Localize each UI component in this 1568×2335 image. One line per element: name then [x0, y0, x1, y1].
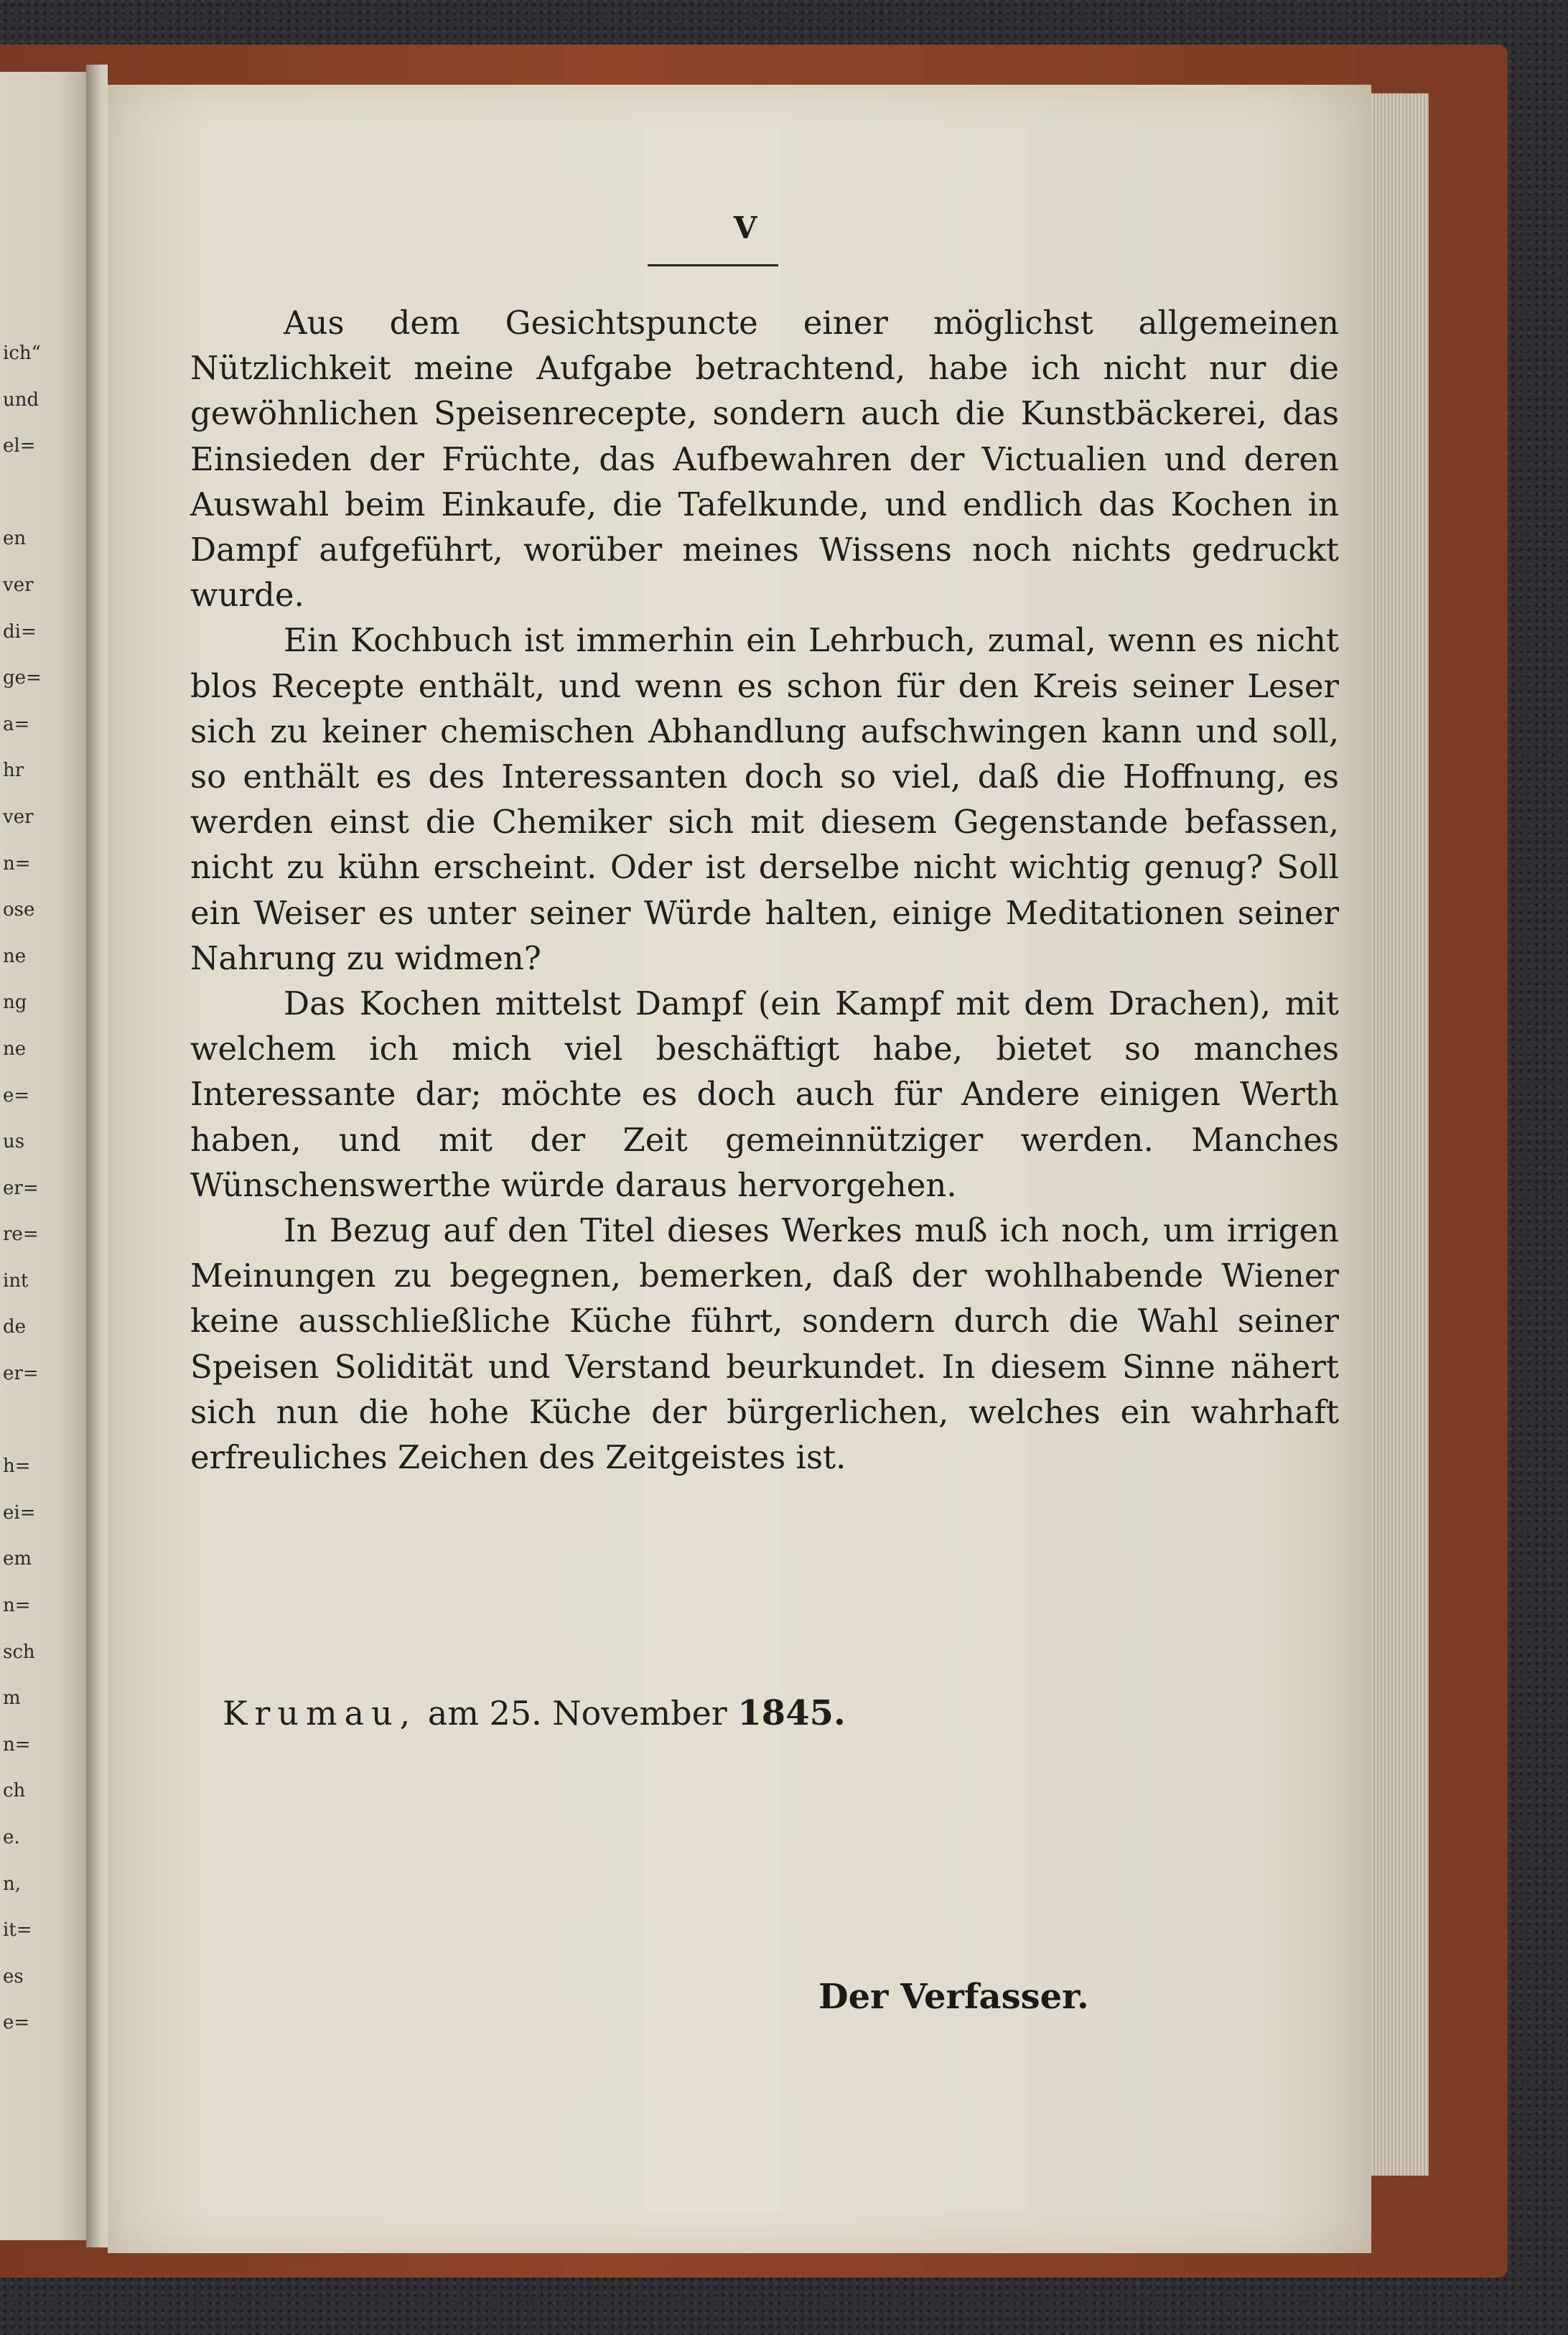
- left-fragment: ne: [3, 945, 27, 967]
- left-fragment: e=: [3, 2012, 30, 2034]
- dateline-date: am 25. November: [427, 1694, 727, 1733]
- left-fragment: h=: [3, 1455, 31, 1478]
- left-fragment: n,: [3, 1873, 22, 1895]
- left-page-text-fragments: [3, 330, 46, 2046]
- left-fragment: di=: [3, 620, 37, 643]
- left-fragment: e=: [3, 1084, 30, 1106]
- right-page: [108, 85, 1371, 2253]
- left-fragment: es: [3, 1965, 24, 1987]
- left-fragment: de: [3, 1316, 27, 1338]
- left-fragment: sch: [3, 1641, 35, 1663]
- page-number: V: [733, 210, 757, 246]
- left-fragment: ne: [3, 1038, 27, 1060]
- left-fragment: us: [3, 1131, 25, 1153]
- left-fragment: ei=: [3, 1501, 36, 1524]
- left-fragment: e.: [3, 1827, 20, 1848]
- paragraph-1: Aus dem Gesichtspuncte einer möglichst allgemeinen Nützlichkeit meine Aufgabe betrachtend, habe ich nicht nur die gewöhnlichen Speisenrecepte, sondern auch die Kunstbäckerei, das Einsieden der Früchte, das Aufbewahren der Victualien und deren Auswahl beim Einkaufe, die Tafelkunde, und endlich das Kochen in Dampf aufgeführt, worüber meines Wissens noch nichts gedruckt wurde.: [190, 304, 1339, 615]
- left-fragment: ose: [3, 899, 35, 921]
- left-fragment: el=: [3, 435, 36, 457]
- left-fragment: ich“: [3, 342, 41, 364]
- header-rule: [648, 264, 778, 266]
- body-text: [190, 300, 1339, 1480]
- left-fragment: ge=: [3, 667, 42, 689]
- left-fragment: ng: [3, 992, 27, 1014]
- dateline-year: 1845.: [737, 1693, 846, 1733]
- left-fragment: n=: [3, 1595, 31, 1617]
- left-fragment: n=: [3, 1733, 31, 1756]
- left-fragment: er=: [3, 1363, 39, 1385]
- left-fragment: ver: [3, 806, 34, 828]
- left-fragment: und: [3, 388, 39, 411]
- left-fragment: en: [3, 528, 27, 550]
- signature: Der Verfasser.: [818, 1977, 1089, 2017]
- left-fragment: n=: [3, 852, 31, 875]
- left-fragment: [3, 1397, 46, 1444]
- paragraph-3: Das Kochen mittelst Dampf (ein Kampf mit dem Drachen), mit welchem ich mich viel beschäftigt habe, bietet so manches Interessante dar; möchte es doch auch für Andere einigen Werth haben, und mit der Zeit gemeinnütziger werden. Manches Wünschenswerthe würde daraus hervorgehen.: [190, 984, 1339, 1204]
- paragraph-2: Ein Kochbuch ist immerhin ein Lehrbuch, zumal, wenn es nicht blos Recepte enthält, und wenn es schon für den Kreis seiner Leser sich zu keiner chemischen Abhandlung aufschwingen kann und soll, so enthält es des Interessanten doch so viel, daß die Hoffnung, es werden einst die Chemiker sich mit diesem Gegenstande befassen, nicht zu kühn erscheint. Oder ist derselbe nicht wichtig genug? Soll ein Weiser es unter seiner Würde halten, einige Meditationen seiner Nahrung zu widmen?: [190, 621, 1339, 977]
- left-fragment: em: [3, 1548, 32, 1570]
- left-facing-page: [0, 72, 86, 2240]
- paragraph-4: In Bezug auf den Titel dieses Werkes muß ich noch, um irrigen Meinungen zu begegnen, bemerken, daß der wohlhabende Wiener keine ausschließliche Küche führt, sondern durch die Wahl seiner Speisen Solidität und Verstand beurkundet. In diesem Sinne nähert sich nun die hohe Küche der bürgerlichen, welches ein wahrhaft erfreuliches Zeichen des Zeitgeistes ist.: [190, 1211, 1339, 1477]
- left-fragment: int: [3, 1269, 29, 1292]
- left-fragment: ver: [3, 574, 34, 596]
- left-fragment: er=: [3, 1177, 39, 1199]
- left-fragment: re=: [3, 1224, 39, 1246]
- book-gutter: [86, 65, 108, 2247]
- left-fragment: a=: [3, 713, 30, 735]
- left-fragment: ch: [3, 1780, 26, 1802]
- left-fragment: it=: [3, 1919, 32, 1942]
- left-fragment: m: [3, 1687, 21, 1710]
- left-fragment: [3, 470, 46, 516]
- left-fragment: hr: [3, 760, 24, 782]
- dateline: [223, 1693, 846, 1733]
- dateline-place: Krumau,: [223, 1694, 418, 1733]
